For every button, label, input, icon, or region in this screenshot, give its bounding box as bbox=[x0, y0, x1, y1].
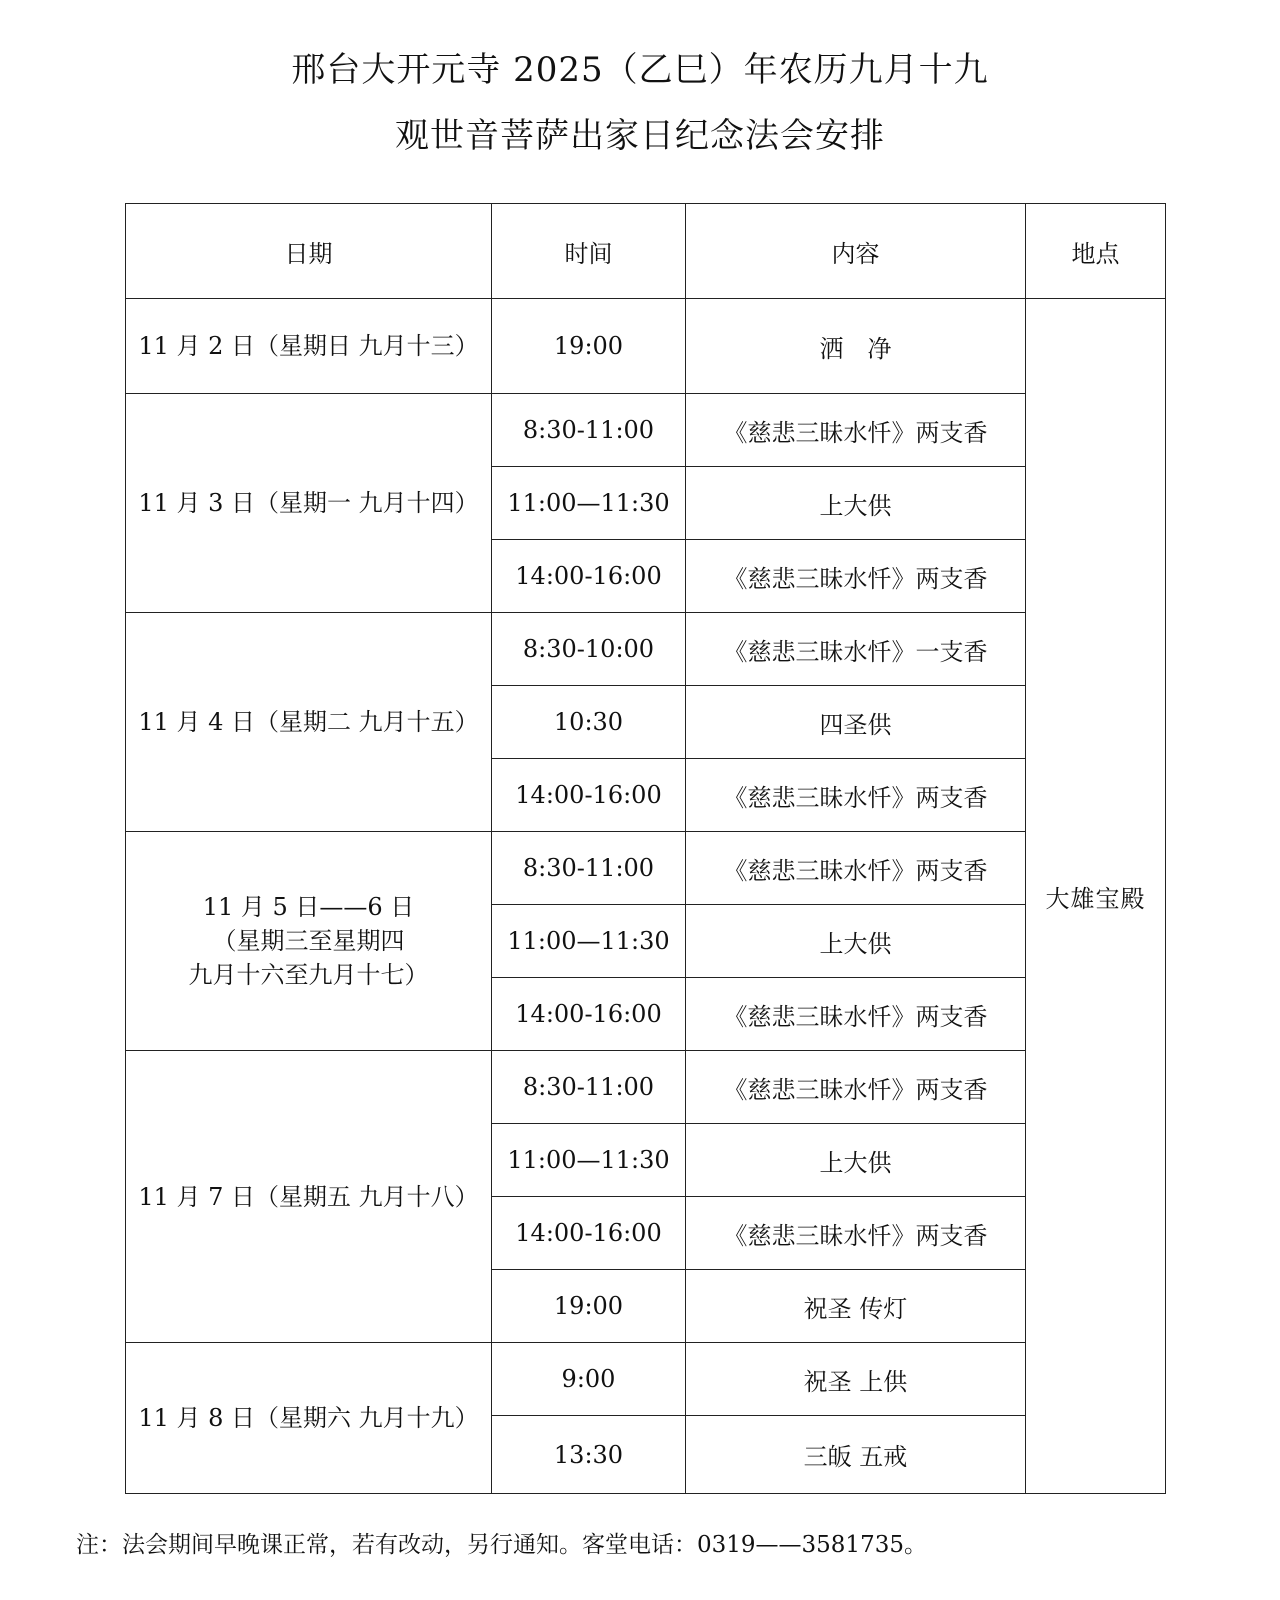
table-row bbox=[126, 394, 1166, 467]
date-cell bbox=[126, 1343, 492, 1494]
place-cell: 大雄宝殿 bbox=[1026, 299, 1166, 1494]
table-row bbox=[126, 613, 1166, 686]
time-cell: 10:30 bbox=[492, 686, 686, 759]
time-cell: 14:00-16:00 bbox=[492, 978, 686, 1051]
table-header-row bbox=[126, 204, 1166, 299]
date-line: 11 月 4 日（星期二 九月十五） bbox=[138, 708, 479, 736]
content-cell: 《慈悲三昧水忏》两支香 bbox=[686, 1197, 1026, 1270]
table-row bbox=[126, 1051, 1166, 1124]
content-cell: 《慈悲三昧水忏》两支香 bbox=[686, 978, 1026, 1051]
time-cell: 11:00—11:30 bbox=[492, 1124, 686, 1197]
content-cell: 上大供 bbox=[686, 905, 1026, 978]
date-line: 11 月 8 日（星期六 九月十九） bbox=[138, 1404, 479, 1432]
date-cell bbox=[126, 832, 492, 1051]
content-cell: 《慈悲三昧水忏》两支香 bbox=[686, 759, 1026, 832]
content-cell: 上大供 bbox=[686, 1124, 1026, 1197]
time-cell: 14:00-16:00 bbox=[492, 759, 686, 832]
header-time: 时间 bbox=[492, 204, 686, 299]
date-line: 11 月 3 日（星期一 九月十四） bbox=[138, 489, 479, 517]
time-cell: 8:30-11:00 bbox=[492, 394, 686, 467]
content-cell: 祝圣 上供 bbox=[686, 1343, 1026, 1416]
header-content: 内容 bbox=[686, 204, 1026, 299]
time-cell: 9:00 bbox=[492, 1343, 686, 1416]
date-line: 11 月 7 日（星期五 九月十八） bbox=[138, 1182, 479, 1211]
header-place: 地点 bbox=[1026, 204, 1166, 299]
content-cell: 《慈悲三昧水忏》两支香 bbox=[686, 832, 1026, 905]
time-cell: 11:00—11:30 bbox=[492, 905, 686, 978]
header-date: 日期 bbox=[126, 204, 492, 299]
date-cell bbox=[126, 394, 492, 613]
time-cell: 13:30 bbox=[492, 1416, 686, 1494]
date-line: 11 月 2 日（星期日 九月十三） bbox=[138, 332, 479, 360]
table-row bbox=[126, 1343, 1166, 1416]
time-cell: 8:30-11:00 bbox=[492, 1051, 686, 1124]
footnote: 注：法会期间早晚课正常，若有改动，另行通知。客堂电话：0319——3581735。 bbox=[76, 1532, 927, 1558]
content-cell: 洒 净 bbox=[686, 299, 1026, 394]
content-cell: 三皈 五戒 bbox=[686, 1416, 1026, 1494]
date-cell bbox=[126, 613, 492, 832]
time-cell: 11:00—11:30 bbox=[492, 467, 686, 540]
date-line: 11 月 5 日——6 日 bbox=[202, 893, 415, 921]
time-cell: 19:00 bbox=[492, 1270, 686, 1343]
date-line: 九月十六至九月十七） bbox=[188, 961, 429, 989]
time-cell: 8:30-10:00 bbox=[492, 613, 686, 686]
table-row bbox=[126, 832, 1166, 905]
time-cell: 14:00-16:00 bbox=[492, 1197, 686, 1270]
content-cell: 《慈悲三昧水忏》一支香 bbox=[686, 613, 1026, 686]
content-cell: 《慈悲三昧水忏》两支香 bbox=[686, 394, 1026, 467]
time-cell: 8:30-11:00 bbox=[492, 832, 686, 905]
content-cell: 祝圣 传灯 bbox=[686, 1270, 1026, 1343]
date-cell bbox=[126, 1051, 492, 1343]
content-cell: 《慈悲三昧水忏》两支香 bbox=[686, 1051, 1026, 1124]
time-cell: 19:00 bbox=[492, 299, 686, 394]
content-cell: 《慈悲三昧水忏》两支香 bbox=[686, 540, 1026, 613]
schedule-table bbox=[125, 203, 1166, 1494]
table-row bbox=[126, 299, 1166, 394]
date-cell bbox=[126, 299, 492, 394]
content-cell: 四圣供 bbox=[686, 686, 1026, 759]
content-cell: 上大供 bbox=[686, 467, 1026, 540]
time-cell: 14:00-16:00 bbox=[492, 540, 686, 613]
page-subtitle: 观世音菩萨出家日纪念法会安排 bbox=[395, 116, 885, 156]
page-title: 邢台大开元寺 2025（乙巳）年农历九月十九 bbox=[291, 50, 989, 90]
date-line: （星期三至星期四 bbox=[212, 927, 405, 955]
